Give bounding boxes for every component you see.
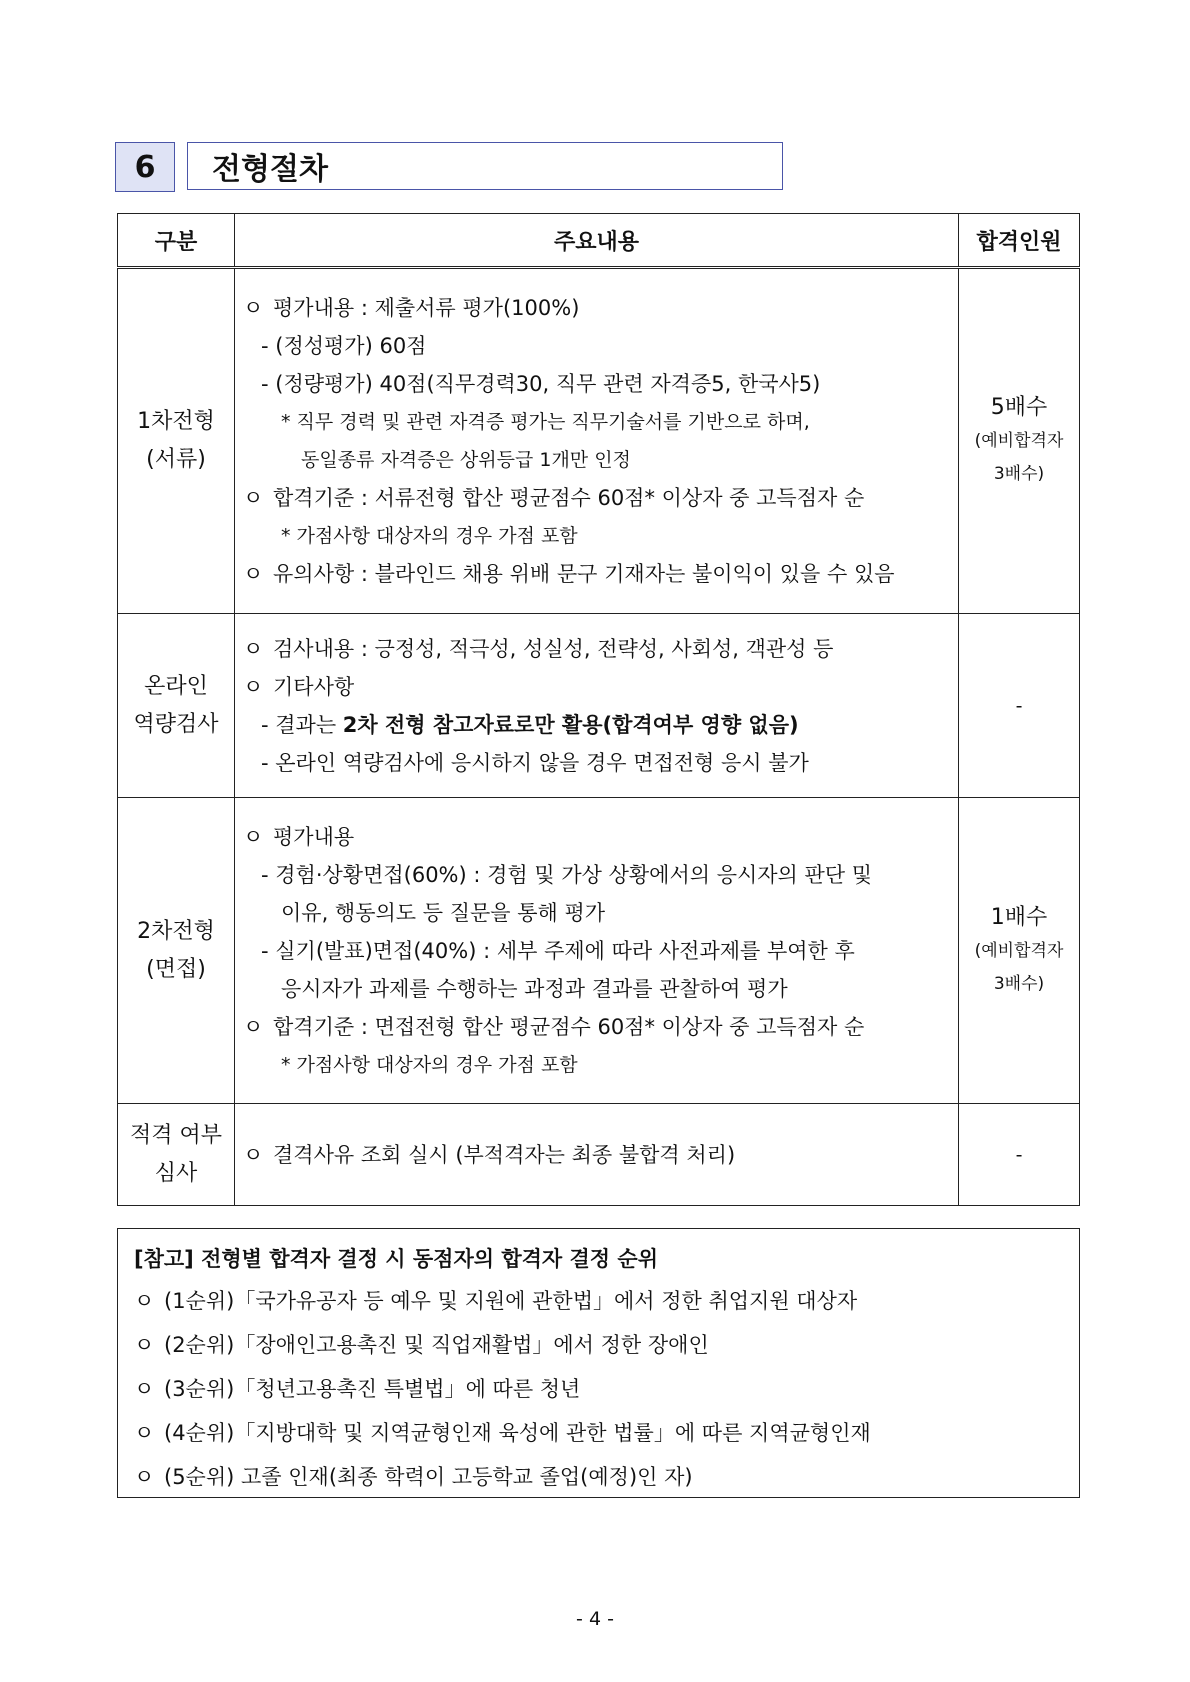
list-item	[134, 1279, 1063, 1323]
list-item	[134, 1367, 1063, 1411]
category-cell	[118, 798, 235, 1104]
category-sublabel: (서류)	[146, 447, 206, 472]
sub-item: - 경험·상황면접(60%) : 경험 및 가상 상황에서의 응시자의 판단 및	[261, 862, 873, 887]
passers-note: (예비합격자	[974, 431, 1064, 451]
bullet-icon: ㅇ	[134, 1377, 155, 1401]
header-content: 주요내용	[235, 214, 959, 268]
list-item	[134, 1455, 1063, 1499]
footnote: * 가점사항 대상자의 경우 가점 포함	[281, 525, 578, 547]
section-title: 전형절차	[187, 142, 783, 190]
sub-item-text: - 결과는	[261, 712, 343, 737]
category-cell	[118, 1104, 235, 1206]
list-text: 검사내용 : 긍정성, 적극성, 성실성, 전략성, 사회성, 객관성 등	[273, 636, 834, 661]
content-cell	[235, 268, 959, 614]
table-row	[118, 614, 1080, 798]
bullet-icon: ㅇ	[134, 1289, 155, 1313]
list-item	[243, 479, 952, 517]
category-cell	[118, 614, 235, 798]
list-item	[243, 555, 952, 593]
content-cell	[235, 614, 959, 798]
list-item	[243, 630, 952, 668]
sub-item: - 온라인 역량검사에 응시하지 않을 경우 면접전형 응시 불가	[261, 750, 809, 775]
passers-cell	[959, 1104, 1080, 1206]
sub-item: 응시자가 과제를 수행하는 과정과 결과를 관찰하여 평가	[281, 976, 788, 1001]
table-row	[118, 798, 1080, 1104]
procedure-table	[117, 213, 1080, 1206]
bullet-icon: ㅇ	[243, 486, 264, 510]
table-row	[118, 1104, 1080, 1206]
list-text: (3순위)「청년고용촉진 특별법」에 따른 청년	[164, 1377, 581, 1401]
table-row	[118, 268, 1080, 614]
table-header-row	[118, 214, 1080, 268]
sub-item: 이유, 행동의도 등 질문을 통해 평가	[281, 900, 606, 925]
list-text: 결격사유 조회 실시 (부적격자는 최종 불합격 처리)	[273, 1142, 736, 1167]
reference-note-box	[117, 1228, 1080, 1498]
list-text: (5순위) 고졸 인재(최종 학력이 고등학교 졸업(예정)인 자)	[164, 1465, 693, 1489]
list-item	[243, 818, 952, 856]
list-item	[243, 1008, 952, 1046]
page-number: - 4 -	[576, 1608, 614, 1630]
category-label: 2차전형	[137, 918, 215, 944]
category-label: 1차전형	[137, 409, 215, 434]
bullet-icon: ㅇ	[243, 636, 264, 661]
passers-value: 5배수	[990, 395, 1048, 420]
passers-value: -	[1015, 1143, 1023, 1166]
content-cell	[235, 1104, 959, 1206]
passers-note: (예비합격자	[974, 940, 1064, 961]
bullet-icon: ㅇ	[134, 1465, 155, 1489]
bullet-icon: ㅇ	[243, 824, 264, 849]
list-text: 평가내용 : 제출서류 평가(100%)	[273, 296, 580, 320]
category-label: 적격 여부	[129, 1122, 222, 1148]
content-cell	[235, 798, 959, 1104]
sub-item: - (정량평가) 40점(직무경력30, 직무 관련 자격증5, 한국사5)	[261, 372, 821, 396]
list-item	[243, 1136, 952, 1174]
list-text: (4순위)「지방대학 및 지역균형인재 육성에 관한 법률」에 따른 지역균형인재	[164, 1421, 871, 1445]
passers-note: 3배수)	[993, 973, 1045, 994]
list-item	[134, 1411, 1063, 1455]
bullet-icon: ㅇ	[243, 562, 264, 586]
list-text: 평가내용	[273, 824, 355, 849]
list-item	[243, 668, 952, 706]
bullet-icon: ㅇ	[243, 1014, 264, 1039]
header-category: 구분	[118, 214, 235, 268]
emphasis-text: 2차 전형 참고자료로만 활용(합격여부 영향 없음)	[342, 712, 799, 737]
passers-cell	[959, 614, 1080, 798]
list-text: 합격기준 : 서류전형 합산 평균점수 60점* 이상자 중 고득점자 순	[273, 486, 865, 510]
footnote: * 직무 경력 및 관련 자격증 평가는 직무기술서를 기반으로 하며,	[281, 411, 810, 433]
section-number: 6	[115, 142, 175, 192]
list-text: 기타사항	[273, 674, 355, 699]
bullet-icon: ㅇ	[243, 296, 264, 320]
header-passers: 합격인원	[959, 214, 1080, 268]
list-text: (1순위)「국가유공자 등 예우 및 지원에 관한법」에서 정한 취업지원 대상자	[164, 1289, 858, 1313]
list-item	[243, 289, 952, 327]
section-header	[115, 142, 785, 192]
passers-value: -	[1015, 694, 1023, 717]
category-label: 온라인	[144, 673, 208, 699]
list-text: 합격기준 : 면접전형 합산 평균점수 60점* 이상자 중 고득점자 순	[273, 1014, 865, 1039]
footnote: 동일종류 자격증은 상위등급 1개만 인정	[301, 449, 631, 471]
sub-item: - (정성평가) 60점	[261, 334, 427, 358]
list-item	[134, 1323, 1063, 1367]
footnote: * 가점사항 대상자의 경우 가점 포함	[281, 1053, 578, 1076]
bullet-icon: ㅇ	[243, 1142, 264, 1167]
passers-cell	[959, 268, 1080, 614]
bullet-icon: ㅇ	[134, 1333, 155, 1357]
category-sublabel: 심사	[154, 1160, 198, 1186]
bullet-icon: ㅇ	[243, 674, 264, 699]
bullet-icon: ㅇ	[134, 1421, 155, 1445]
category-sublabel: (면접)	[146, 956, 206, 982]
note-title: [참고] 전형별 합격자 결정 시 동점자의 합격자 결정 순위	[134, 1247, 658, 1271]
passers-note: 3배수)	[993, 464, 1045, 484]
list-text: (2순위)「장애인고용촉진 및 직업재활법」에서 정한 장애인	[164, 1333, 709, 1357]
category-sublabel: 역량검사	[133, 711, 219, 737]
sub-item: - 실기(발표)면접(40%) : 세부 주제에 따라 사전과제를 부여한 후	[261, 938, 855, 963]
category-cell	[118, 268, 235, 614]
passers-cell	[959, 798, 1080, 1104]
passers-value: 1배수	[990, 904, 1048, 930]
list-text: 유의사항 : 블라인드 채용 위배 문구 기재자는 불이익이 있을 수 있음	[273, 562, 895, 586]
sub-item	[243, 706, 952, 744]
